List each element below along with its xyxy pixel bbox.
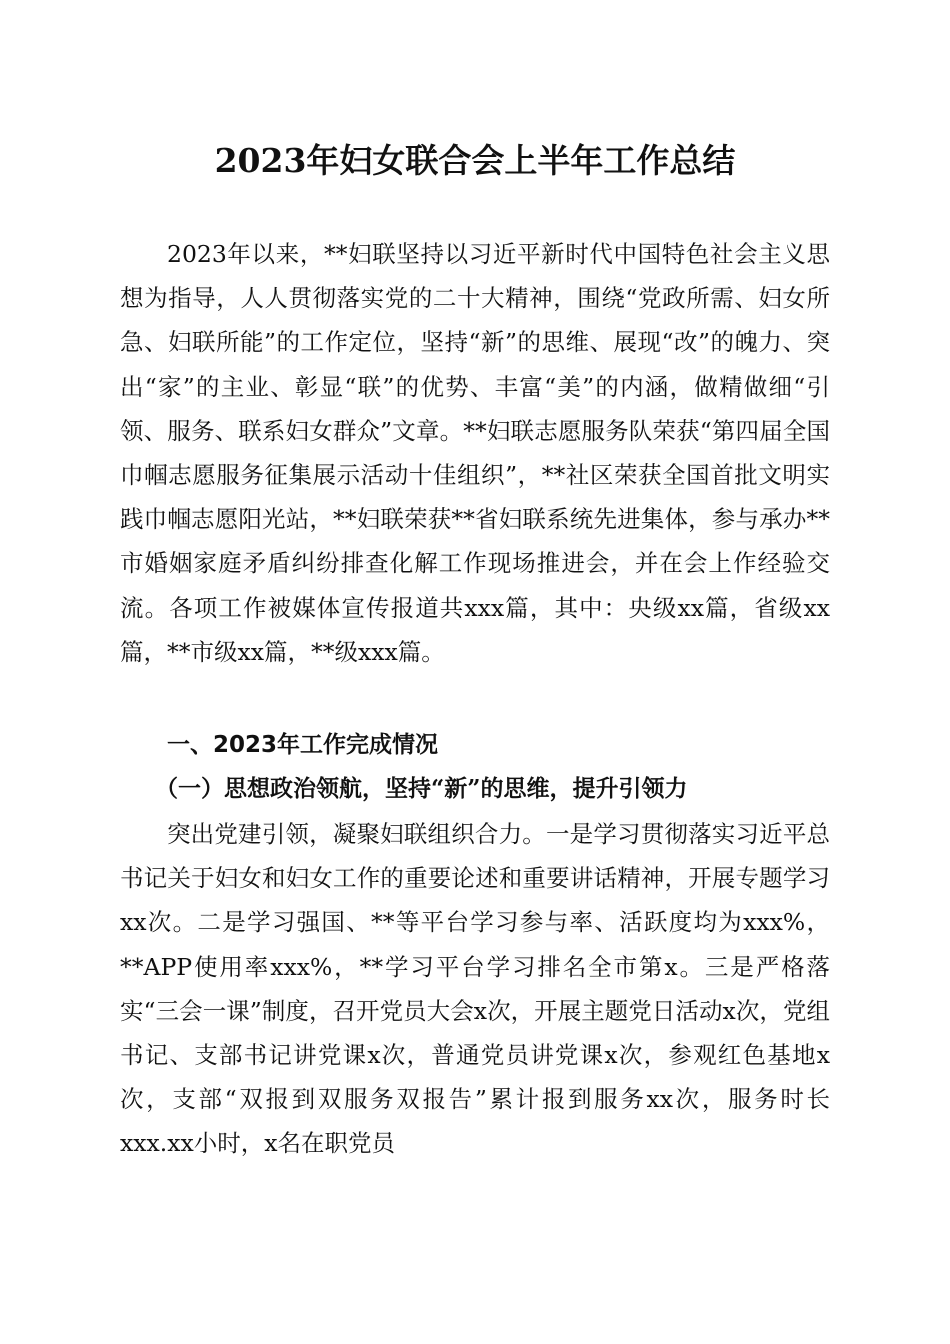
- section-heading: 一、2023年工作完成情况: [167, 732, 439, 758]
- intro-paragraph: 2023年以来，**妇联坚持以习近平新时代中国特色社会主义思想为指导，人人贯彻落实党的二十大精神，围绕“党政所需、妇女所急、妇联所能”的工作定位，坚持“新”的思维、展现“改”的魄力、突出“家”的主业、彰显“联”的优势、丰富“美”的内涵，做精做细“引领、服务、联系妇女群众”文章。**妇联志愿服务队荣获“第四届全国巾帼志愿服务征集展示活动十佳组织”，**社区荣获全国首批文明实践巾帼志愿阳光站，**妇联荣获**省妇联系统先进集体，参与承办**市婚姻家庭矛盾纠纷排查化解工作现场推进会，并在会上作经验交流。各项工作被媒体宣传报道共xxx篇，其中：央级xx篇，省级xx篇，**市级xx篇，**级xxx篇。: [120, 240, 830, 666]
- subsection-heading: （一）思想政治领航，坚持“新”的思维，提升引领力: [155, 775, 688, 802]
- section-paragraph: 突出党建引领，凝聚妇联组织合力。一是学习贯彻落实习近平总书记关于妇女和妇女工作的重要论述和重要讲话精神，开展专题学习xx次。二是学习强国、**等平台学习参与率、活跃度均为xxx%，**APP使用率xxx%，**学习平台学习排名全市第x。三是严格落实“三会一课”制度，召开党员大会x次，开展主题党日活动x次，党组书记、支部书记讲党课x次，普通党员讲党课x次，参观红色基地x次，支部“双报到双服务双报告”累计报到服务xx次，服务时长xxx.xx小时，x名在职党员: [120, 820, 830, 1158]
- document-title: 2023年妇女联合会上半年工作总结: [214, 141, 736, 180]
